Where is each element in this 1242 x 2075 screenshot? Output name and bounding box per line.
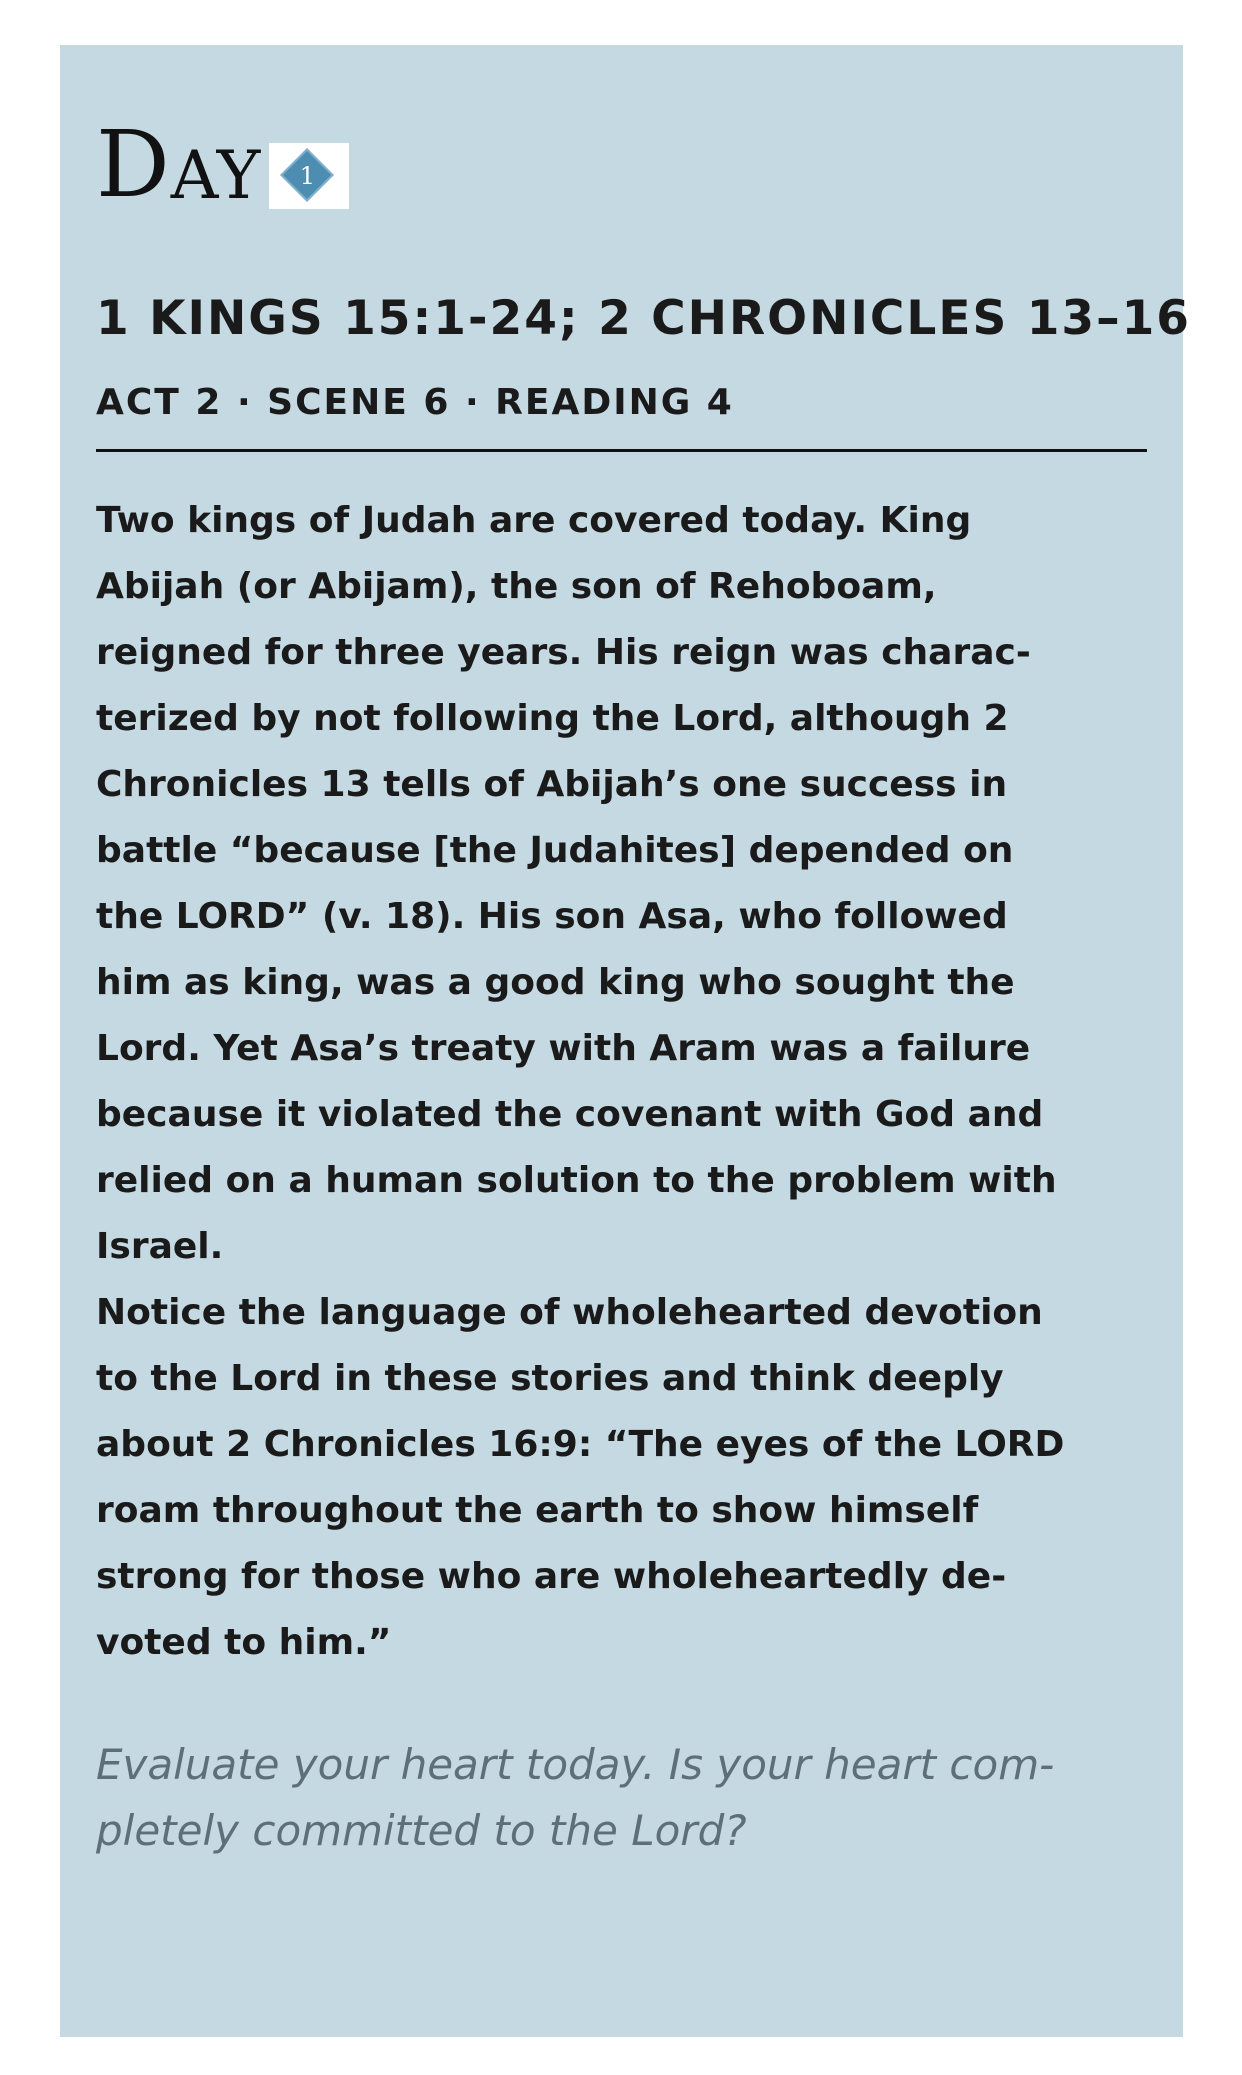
text-line: Chronicles 13 tells of Abijah’s one success in [96,764,1008,805]
summary-paragraph-1 [96,488,1156,1280]
text-line: the LORD” (v. 18). His son Asa, who followed [96,896,1008,937]
day-title-initial: D [96,111,171,218]
day-title [96,111,262,218]
text-line: Abijah (or Abijam), the son of Rehoboam, [96,566,937,607]
prompt-line: Evaluate your heart today. Is your heart com- [96,1740,1055,1789]
scripture-reference: 1 KINGS 15:1-24; 2 CHRONICLES 13–16 [96,291,1192,346]
prompt-line: pletely committed to the Lord? [96,1806,747,1855]
text-line: Israel. [96,1226,224,1267]
day-number-badge [269,143,349,209]
text-line: Lord. Yet Asa’s treaty with Aram was a failure [96,1028,1031,1069]
text-line: him as king, was a good king who sought the [96,962,1015,1003]
day-heading [96,111,1147,218]
text-line: Notice the language of wholehearted devotion [96,1292,1043,1333]
day-number: 1 [299,162,315,190]
divider [96,449,1147,452]
reading-summary [96,488,1156,1676]
text-line: strong for those who are wholeheartedly de- [96,1556,1007,1597]
text-line: to the Lord in these stories and think deeply [96,1358,1004,1399]
summary-paragraph-2 [96,1280,1156,1676]
day-title-rest: AY [170,137,262,214]
reflection-prompt [96,1732,1156,1864]
text-line: Two kings of Judah are covered today. King [96,500,972,541]
reading-card [60,45,1192,2037]
text-line: voted to him.” [96,1622,392,1663]
text-line: reigned for three years. His reign was charac- [96,632,1031,673]
act-scene-reading: ACT 2 · SCENE 6 · READING 4 [96,382,734,423]
text-line: because it violated the covenant with God and [96,1094,1044,1135]
text-line: about 2 Chronicles 16:9: “The eyes of the LORD [96,1424,1065,1465]
text-line: terized by not following the Lord, although 2 [96,698,1009,739]
text-line: relied on a human solution to the problem with [96,1160,1057,1201]
text-line: roam throughout the earth to show himself [96,1490,979,1531]
text-line: battle “because [the Judahites] depended on [96,830,1014,871]
